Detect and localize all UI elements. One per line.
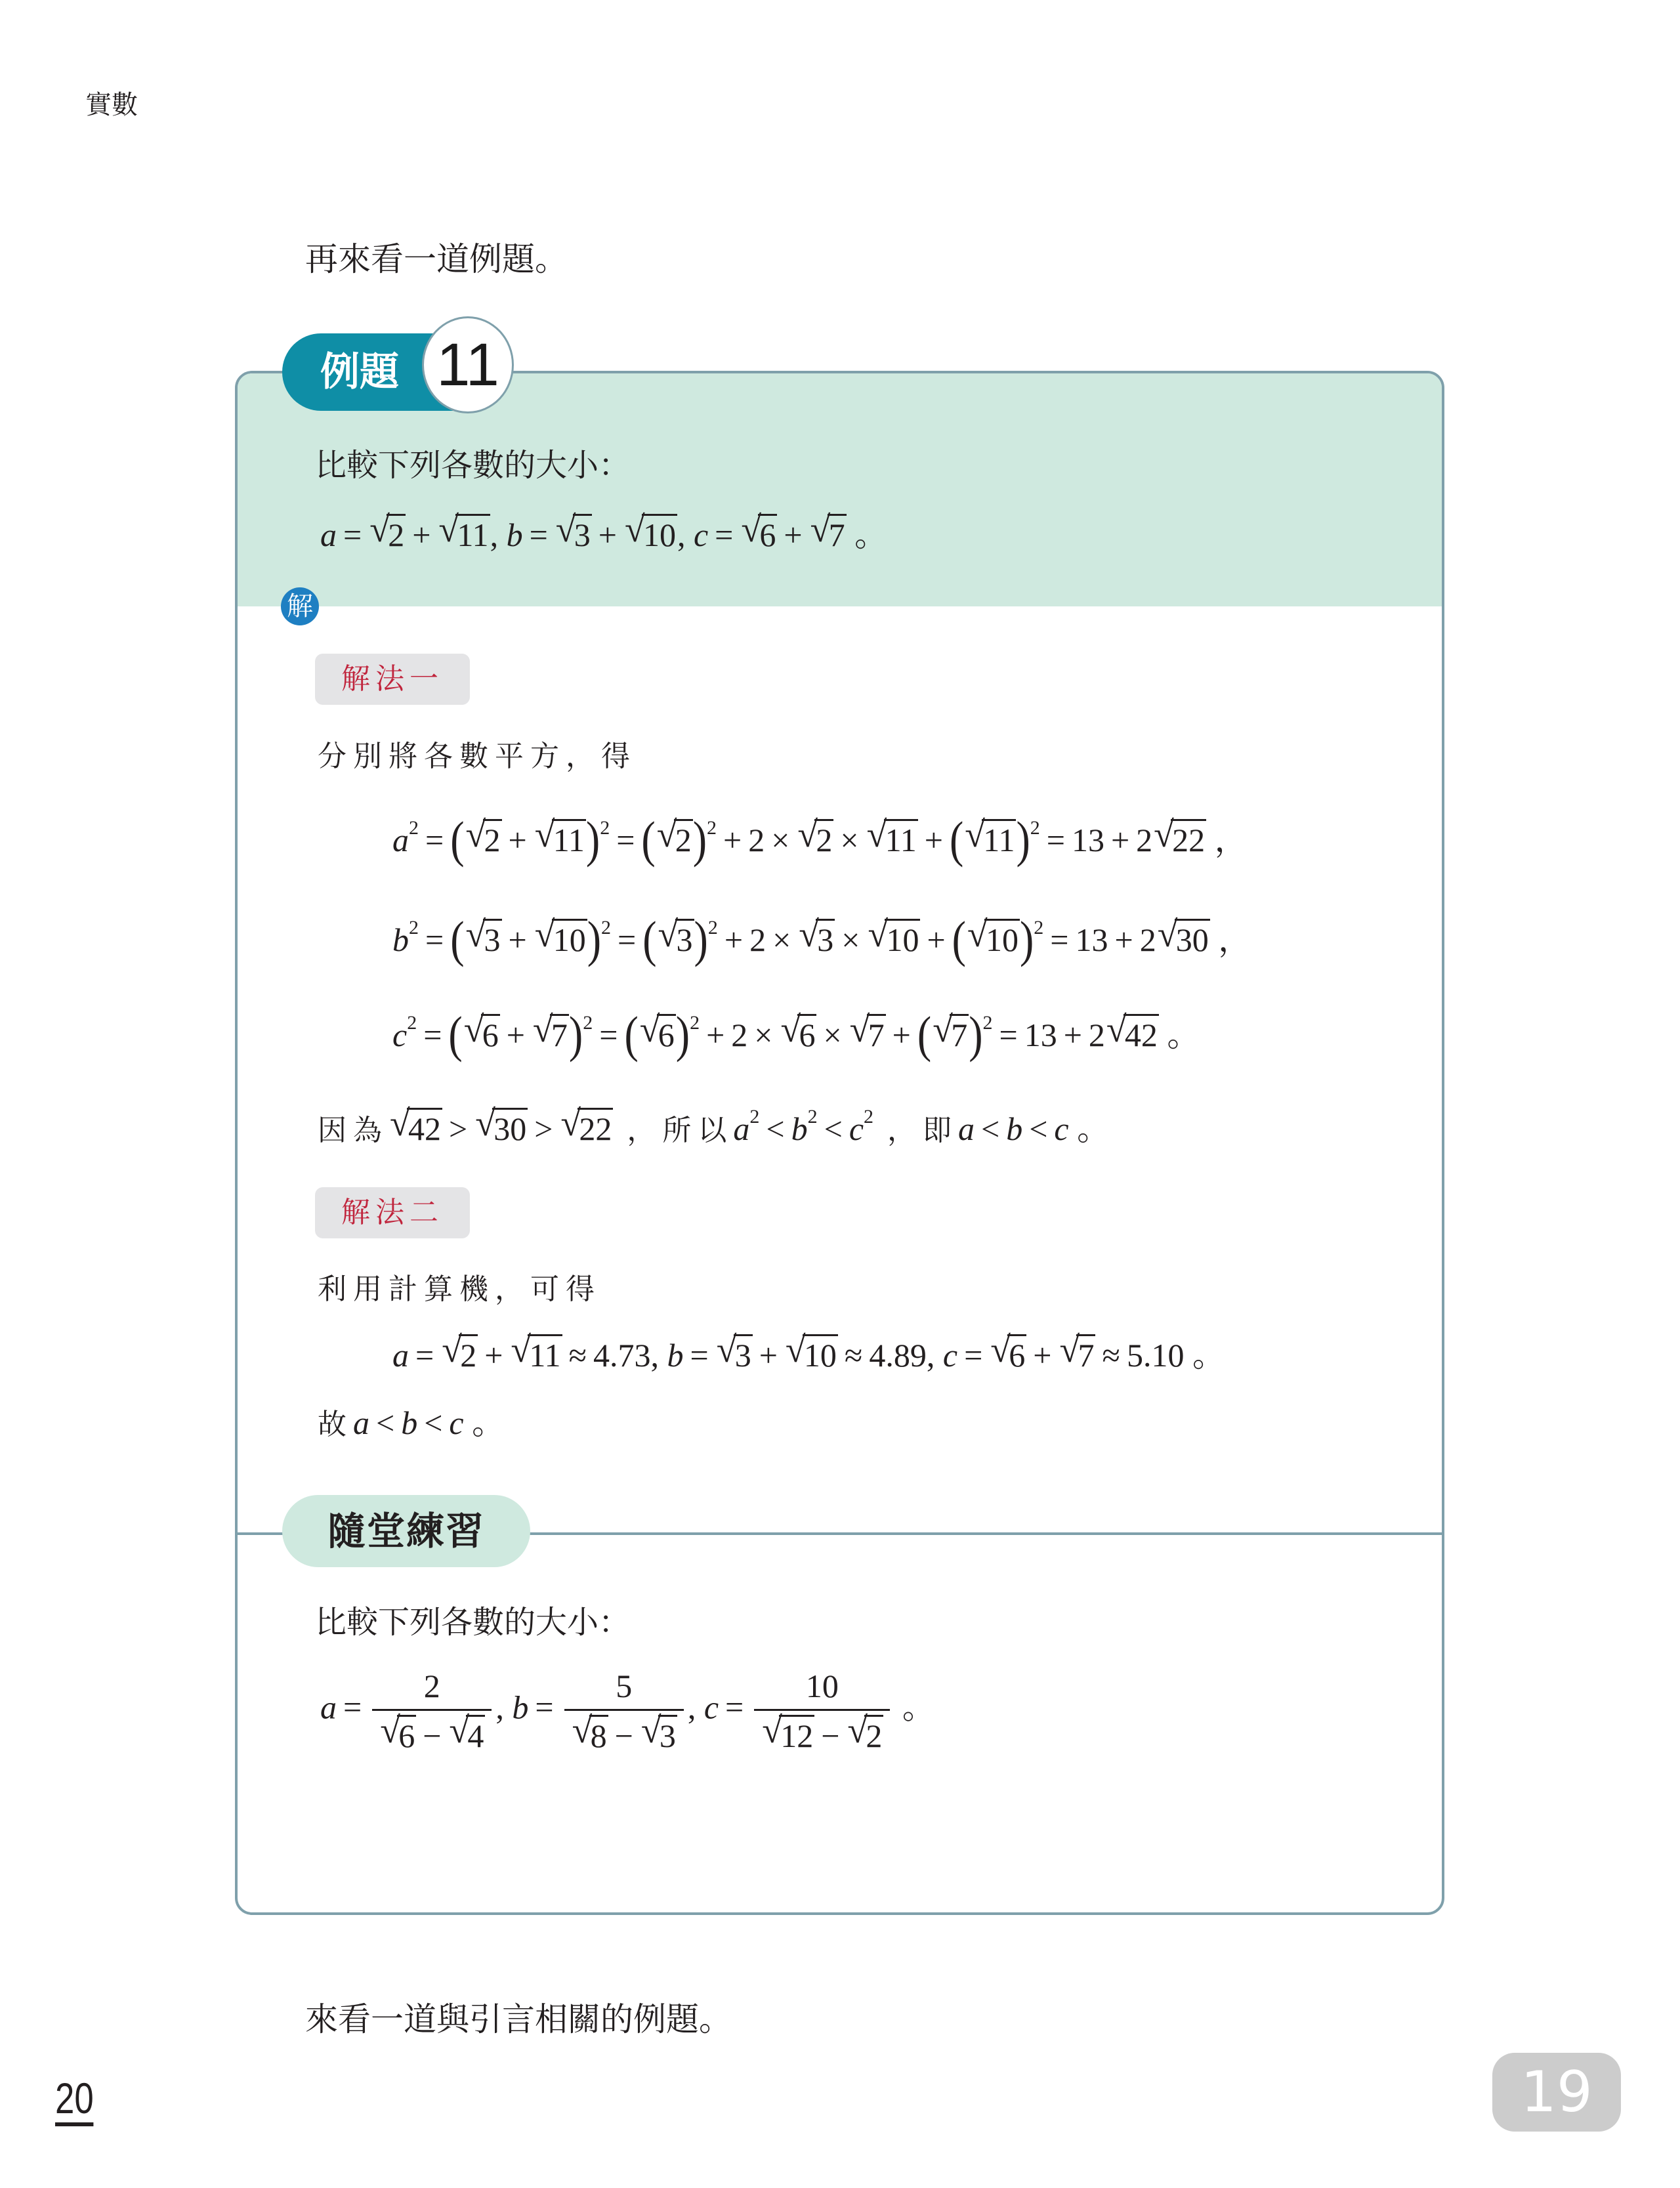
denominator xyxy=(564,1709,684,1755)
sqrt-symbol xyxy=(369,514,406,554)
radicand: 30 xyxy=(492,1108,528,1147)
radicand: 2 xyxy=(814,819,833,858)
math-paren: ( xyxy=(624,1006,639,1062)
radicand: 11 xyxy=(528,1334,562,1374)
math-exponent: 2 xyxy=(707,917,718,938)
sqrt-symbol xyxy=(657,819,693,859)
sqrt-symbol xyxy=(1154,819,1206,859)
chapter-header: 實數 xyxy=(85,90,138,120)
math-operator: = xyxy=(599,1017,618,1053)
method1-equation-c xyxy=(392,1006,1200,1062)
sqrt-symbol xyxy=(533,1014,569,1054)
example-given xyxy=(320,509,887,556)
radicand: 2 xyxy=(864,1715,883,1754)
sqrt-symbol xyxy=(572,1715,608,1755)
math-text: , xyxy=(677,516,694,553)
math-operator: = xyxy=(535,1689,554,1726)
math-text: 2 xyxy=(1139,921,1156,958)
math-operator: < xyxy=(424,1404,443,1441)
math-operator: + xyxy=(1110,822,1130,858)
math-paren: ) xyxy=(1016,811,1030,868)
example-number: 11 xyxy=(422,316,514,413)
radicand: 3 xyxy=(573,514,592,553)
math-paren: ( xyxy=(450,911,465,967)
radicand: 11 xyxy=(884,819,918,858)
math-operator: + xyxy=(759,1337,778,1374)
math-variable: a xyxy=(392,822,409,858)
sqrt-symbol xyxy=(797,819,833,859)
radicand: 11 xyxy=(982,819,1016,858)
radicand: 30 xyxy=(1175,919,1210,958)
math-paren: ) xyxy=(1019,911,1034,967)
math-paren: ) xyxy=(969,1006,983,1062)
sqrt-symbol xyxy=(449,1715,485,1755)
math-operator: < xyxy=(824,1110,843,1147)
math-variable: a xyxy=(958,1110,975,1147)
math-operator: = xyxy=(415,1337,434,1374)
math-operator: ≈ xyxy=(844,1337,863,1374)
method2-intro: 利用計算機，可得 xyxy=(318,1273,601,1306)
radicand: 3 xyxy=(658,1715,677,1754)
math-operator: < xyxy=(376,1404,395,1441)
math-paren: ) xyxy=(694,911,708,967)
math-exponent: 2 xyxy=(1030,817,1040,839)
math-exponent: 2 xyxy=(864,1106,874,1127)
radicand: 6 xyxy=(758,514,777,553)
math-variable: c xyxy=(449,1404,464,1441)
sqrt-symbol xyxy=(438,514,490,554)
math-operator: + xyxy=(924,822,943,858)
math-operator: × xyxy=(754,1017,773,1053)
math-variable: a xyxy=(733,1110,750,1147)
sqrt-symbol xyxy=(390,1108,442,1148)
math-operator: = xyxy=(343,516,362,553)
radicand: 6 xyxy=(397,1715,416,1754)
math-paren: ( xyxy=(949,811,964,868)
practice-label: 隨堂練習 xyxy=(282,1495,530,1567)
sqrt-symbol xyxy=(810,514,847,554)
math-exponent: 2 xyxy=(601,917,612,938)
math-text: ， xyxy=(1209,921,1251,958)
radicand: 22 xyxy=(578,1108,613,1147)
math-operator: − xyxy=(821,1717,840,1754)
math-variable: b xyxy=(401,1404,418,1441)
math-text: 2 xyxy=(748,822,765,858)
numerator: 10 xyxy=(805,1668,839,1704)
math-variable: b xyxy=(1006,1110,1023,1147)
sqrt-symbol xyxy=(762,1715,814,1755)
math-text: 。 xyxy=(1068,1110,1110,1147)
denominator xyxy=(372,1709,492,1755)
math-variable: b xyxy=(512,1689,529,1726)
fraction xyxy=(754,1667,890,1755)
sqrt-symbol xyxy=(556,514,592,554)
math-text: 13 xyxy=(1071,822,1104,858)
math-operator: = xyxy=(715,516,734,553)
math-text: 13 xyxy=(1024,1017,1057,1053)
sqrt-symbol xyxy=(535,819,586,859)
math-operator: = xyxy=(725,1689,744,1726)
math-chinese-text: ，所以 xyxy=(613,1114,734,1147)
math-operator: − xyxy=(614,1717,633,1754)
sqrt-symbol xyxy=(1106,1014,1159,1054)
math-operator: + xyxy=(412,516,431,553)
math-operator: > xyxy=(449,1110,468,1147)
sqrt-symbol xyxy=(965,819,1016,859)
method1-equation-b xyxy=(392,911,1251,967)
math-chinese-text: 因為 xyxy=(318,1114,388,1147)
sqrt-symbol xyxy=(535,919,587,959)
practice-given xyxy=(320,1667,935,1755)
math-operator: + xyxy=(784,516,803,553)
radicand: 7 xyxy=(828,514,847,553)
radicand: 7 xyxy=(950,1014,969,1053)
radicand: 7 xyxy=(867,1014,886,1053)
math-text: ， xyxy=(1206,822,1248,858)
sqrt-symbol xyxy=(850,1014,886,1054)
radicand: 42 xyxy=(407,1108,442,1147)
radicand: 10 xyxy=(885,919,920,958)
math-operator: = xyxy=(616,822,635,858)
math-variable: c xyxy=(704,1689,719,1726)
radicand: 6 xyxy=(657,1014,676,1053)
math-operator: = xyxy=(999,1017,1018,1053)
math-exponent: 2 xyxy=(749,1106,760,1127)
radicand: 8 xyxy=(589,1715,608,1754)
radicand: 4 xyxy=(466,1715,485,1754)
sqrt-symbol xyxy=(868,919,920,959)
radicand: 3 xyxy=(675,919,694,958)
radicand: 2 xyxy=(674,819,693,858)
math-operator: = xyxy=(343,1689,362,1726)
radicand: 3 xyxy=(734,1334,753,1374)
math-text: 。 xyxy=(1158,1017,1200,1053)
math-paren: ( xyxy=(448,1006,463,1062)
math-exponent: 2 xyxy=(583,1012,593,1034)
math-paren: ( xyxy=(952,911,966,967)
math-operator: × xyxy=(840,822,859,858)
math-operator: × xyxy=(841,921,860,958)
math-operator: ≈ xyxy=(1102,1337,1120,1374)
sqrt-symbol xyxy=(560,1108,613,1148)
radicand: 6 xyxy=(797,1014,816,1053)
sqrt-symbol xyxy=(442,1334,478,1374)
fraction xyxy=(564,1667,684,1755)
math-paren: ) xyxy=(675,1006,690,1062)
radicand: 3 xyxy=(816,919,835,958)
outro-text: 來看一道與引言相關的例題。 xyxy=(305,2000,732,2038)
math-exponent: 2 xyxy=(707,817,717,839)
math-operator: − xyxy=(423,1717,442,1754)
math-paren: ) xyxy=(568,1006,583,1062)
radicand: 2 xyxy=(387,514,406,553)
numerator: 2 xyxy=(423,1668,440,1704)
sqrt-symbol xyxy=(475,1108,528,1148)
math-operator: + xyxy=(724,921,744,958)
sqrt-symbol xyxy=(640,1014,676,1054)
sqrt-symbol xyxy=(511,1334,562,1374)
math-variable: a xyxy=(320,516,337,553)
math-operator: + xyxy=(1063,1017,1082,1053)
sqrt-symbol xyxy=(641,1715,677,1755)
math-text: , xyxy=(495,1689,513,1726)
method1-label: 解法一 xyxy=(315,654,470,705)
math-exponent: 2 xyxy=(1034,917,1044,938)
math-text: , xyxy=(687,1689,704,1726)
math-text: 4.73, xyxy=(593,1337,667,1374)
math-paren: ( xyxy=(641,811,656,868)
sqrt-symbol xyxy=(717,1334,753,1374)
page-number-left: 20 xyxy=(55,2074,94,2126)
math-operator: = xyxy=(690,1337,709,1374)
math-operator: + xyxy=(892,1017,911,1053)
math-operator: × xyxy=(771,822,790,858)
radicand: 7 xyxy=(1076,1334,1095,1374)
method1-conclusion xyxy=(318,1103,1110,1150)
math-variable: a xyxy=(353,1404,369,1441)
radicand: 3 xyxy=(483,919,502,958)
math-variable: a xyxy=(392,1337,409,1374)
math-paren: ) xyxy=(692,811,707,868)
sqrt-symbol xyxy=(967,919,1020,959)
math-operator: + xyxy=(508,822,527,858)
math-operator: < xyxy=(766,1110,785,1147)
math-variable: c xyxy=(1054,1110,1069,1147)
math-variable: c xyxy=(849,1110,864,1147)
math-text: 5.10 。 xyxy=(1126,1337,1225,1374)
radicand: 2 xyxy=(483,819,502,858)
math-variable: c xyxy=(693,516,709,553)
radicand: 6 xyxy=(481,1014,500,1053)
radicand: 11 xyxy=(552,819,586,858)
math-chinese-text: ，即 xyxy=(873,1114,959,1147)
sqrt-symbol xyxy=(1059,1334,1095,1374)
sqrt-symbol xyxy=(780,1014,816,1054)
math-operator: + xyxy=(506,1017,525,1053)
radicand: 42 xyxy=(1124,1014,1159,1053)
sqrt-symbol xyxy=(933,1014,969,1054)
math-exponent: 2 xyxy=(982,1012,993,1034)
sqrt-symbol xyxy=(1158,919,1210,959)
example-question: 比較下列各數的大小： xyxy=(315,447,631,484)
sqrt-symbol xyxy=(380,1715,416,1755)
math-exponent: 2 xyxy=(600,817,610,839)
math-variable: c xyxy=(392,1017,408,1053)
method2-equation xyxy=(392,1329,1225,1376)
math-operator: = xyxy=(618,921,637,958)
math-operator: = xyxy=(964,1337,983,1374)
math-exponent: 2 xyxy=(409,917,419,938)
sqrt-symbol xyxy=(464,1014,500,1054)
solution-badge: 解 xyxy=(281,587,319,625)
math-operator: + xyxy=(1033,1337,1052,1374)
math-text: 。 xyxy=(463,1404,505,1441)
math-operator: = xyxy=(529,516,548,553)
math-operator: = xyxy=(423,1017,442,1053)
sqrt-symbol xyxy=(786,1334,838,1374)
math-operator: ≈ xyxy=(568,1337,587,1374)
radicand: 11 xyxy=(455,514,490,553)
math-operator: = xyxy=(1046,822,1065,858)
math-paren: ( xyxy=(917,1006,932,1062)
math-exponent: 2 xyxy=(807,1106,818,1127)
math-variable: c xyxy=(942,1337,958,1374)
radicand: 22 xyxy=(1171,819,1206,858)
practice-question: 比較下列各數的大小： xyxy=(315,1604,631,1641)
math-chinese-text: 故 xyxy=(318,1408,353,1441)
radicand: 7 xyxy=(550,1014,569,1053)
math-variable: b xyxy=(506,516,523,553)
math-text: 。 xyxy=(846,516,888,553)
math-operator: × xyxy=(772,921,791,958)
radicand: 2 xyxy=(459,1334,478,1374)
math-exponent: 2 xyxy=(407,1012,417,1034)
radicand: 10 xyxy=(984,919,1020,958)
radicand: 12 xyxy=(779,1715,814,1754)
radicand: 6 xyxy=(1007,1334,1026,1374)
math-text: 4.89, xyxy=(869,1337,943,1374)
math-text: 13 xyxy=(1075,921,1108,958)
math-text: 。 xyxy=(894,1689,935,1726)
method2-conclusion xyxy=(318,1397,505,1444)
method2-label: 解法二 xyxy=(315,1187,470,1238)
radicand: 10 xyxy=(642,514,677,553)
math-operator: > xyxy=(534,1110,553,1147)
math-operator: < xyxy=(1029,1110,1048,1147)
intro-text: 再來看一道例題。 xyxy=(305,240,568,278)
sqrt-symbol xyxy=(990,1334,1026,1374)
numerator: 5 xyxy=(616,1668,633,1704)
sqrt-symbol xyxy=(741,514,777,554)
radicand: 10 xyxy=(803,1334,838,1374)
sqrt-symbol xyxy=(799,919,835,959)
math-operator: + xyxy=(598,516,617,553)
math-operator: = xyxy=(425,921,444,958)
method1-intro: 分別將各數平方，得 xyxy=(318,740,637,773)
math-paren: ) xyxy=(585,811,600,868)
math-exponent: 2 xyxy=(409,817,419,839)
math-operator: < xyxy=(981,1110,1000,1147)
math-variable: b xyxy=(392,921,409,958)
sqrt-symbol xyxy=(658,919,694,959)
math-operator: = xyxy=(1050,921,1069,958)
math-paren: ( xyxy=(642,911,657,967)
radicand: 10 xyxy=(552,919,587,958)
sqrt-symbol xyxy=(625,514,677,554)
math-text: 2 xyxy=(749,921,766,958)
example-tag: 例題 xyxy=(282,333,479,411)
sqrt-symbol xyxy=(466,819,502,859)
math-variable: b xyxy=(791,1110,808,1147)
math-text: , xyxy=(490,516,507,553)
math-operator: + xyxy=(706,1017,725,1053)
math-operator: + xyxy=(927,921,946,958)
math-operator: + xyxy=(484,1337,503,1374)
math-variable: b xyxy=(667,1337,684,1374)
fraction xyxy=(372,1667,492,1755)
math-operator: + xyxy=(1114,921,1133,958)
page-number-right-badge: 19 xyxy=(1492,2053,1621,2132)
math-operator: × xyxy=(823,1017,842,1053)
math-text: 2 xyxy=(731,1017,748,1053)
method1-equation-a xyxy=(392,811,1248,868)
math-operator: + xyxy=(723,822,742,858)
math-operator: + xyxy=(508,921,527,958)
math-operator: = xyxy=(425,822,444,858)
math-variable: a xyxy=(320,1689,337,1726)
math-paren: ) xyxy=(587,911,602,967)
sqrt-symbol xyxy=(466,919,502,959)
denominator xyxy=(754,1709,890,1755)
sqrt-symbol xyxy=(847,1715,883,1755)
math-exponent: 2 xyxy=(690,1012,700,1034)
math-text: 2 xyxy=(1088,1017,1105,1053)
math-text: 2 xyxy=(1136,822,1153,858)
math-paren: ( xyxy=(450,811,465,868)
sqrt-symbol xyxy=(867,819,918,859)
